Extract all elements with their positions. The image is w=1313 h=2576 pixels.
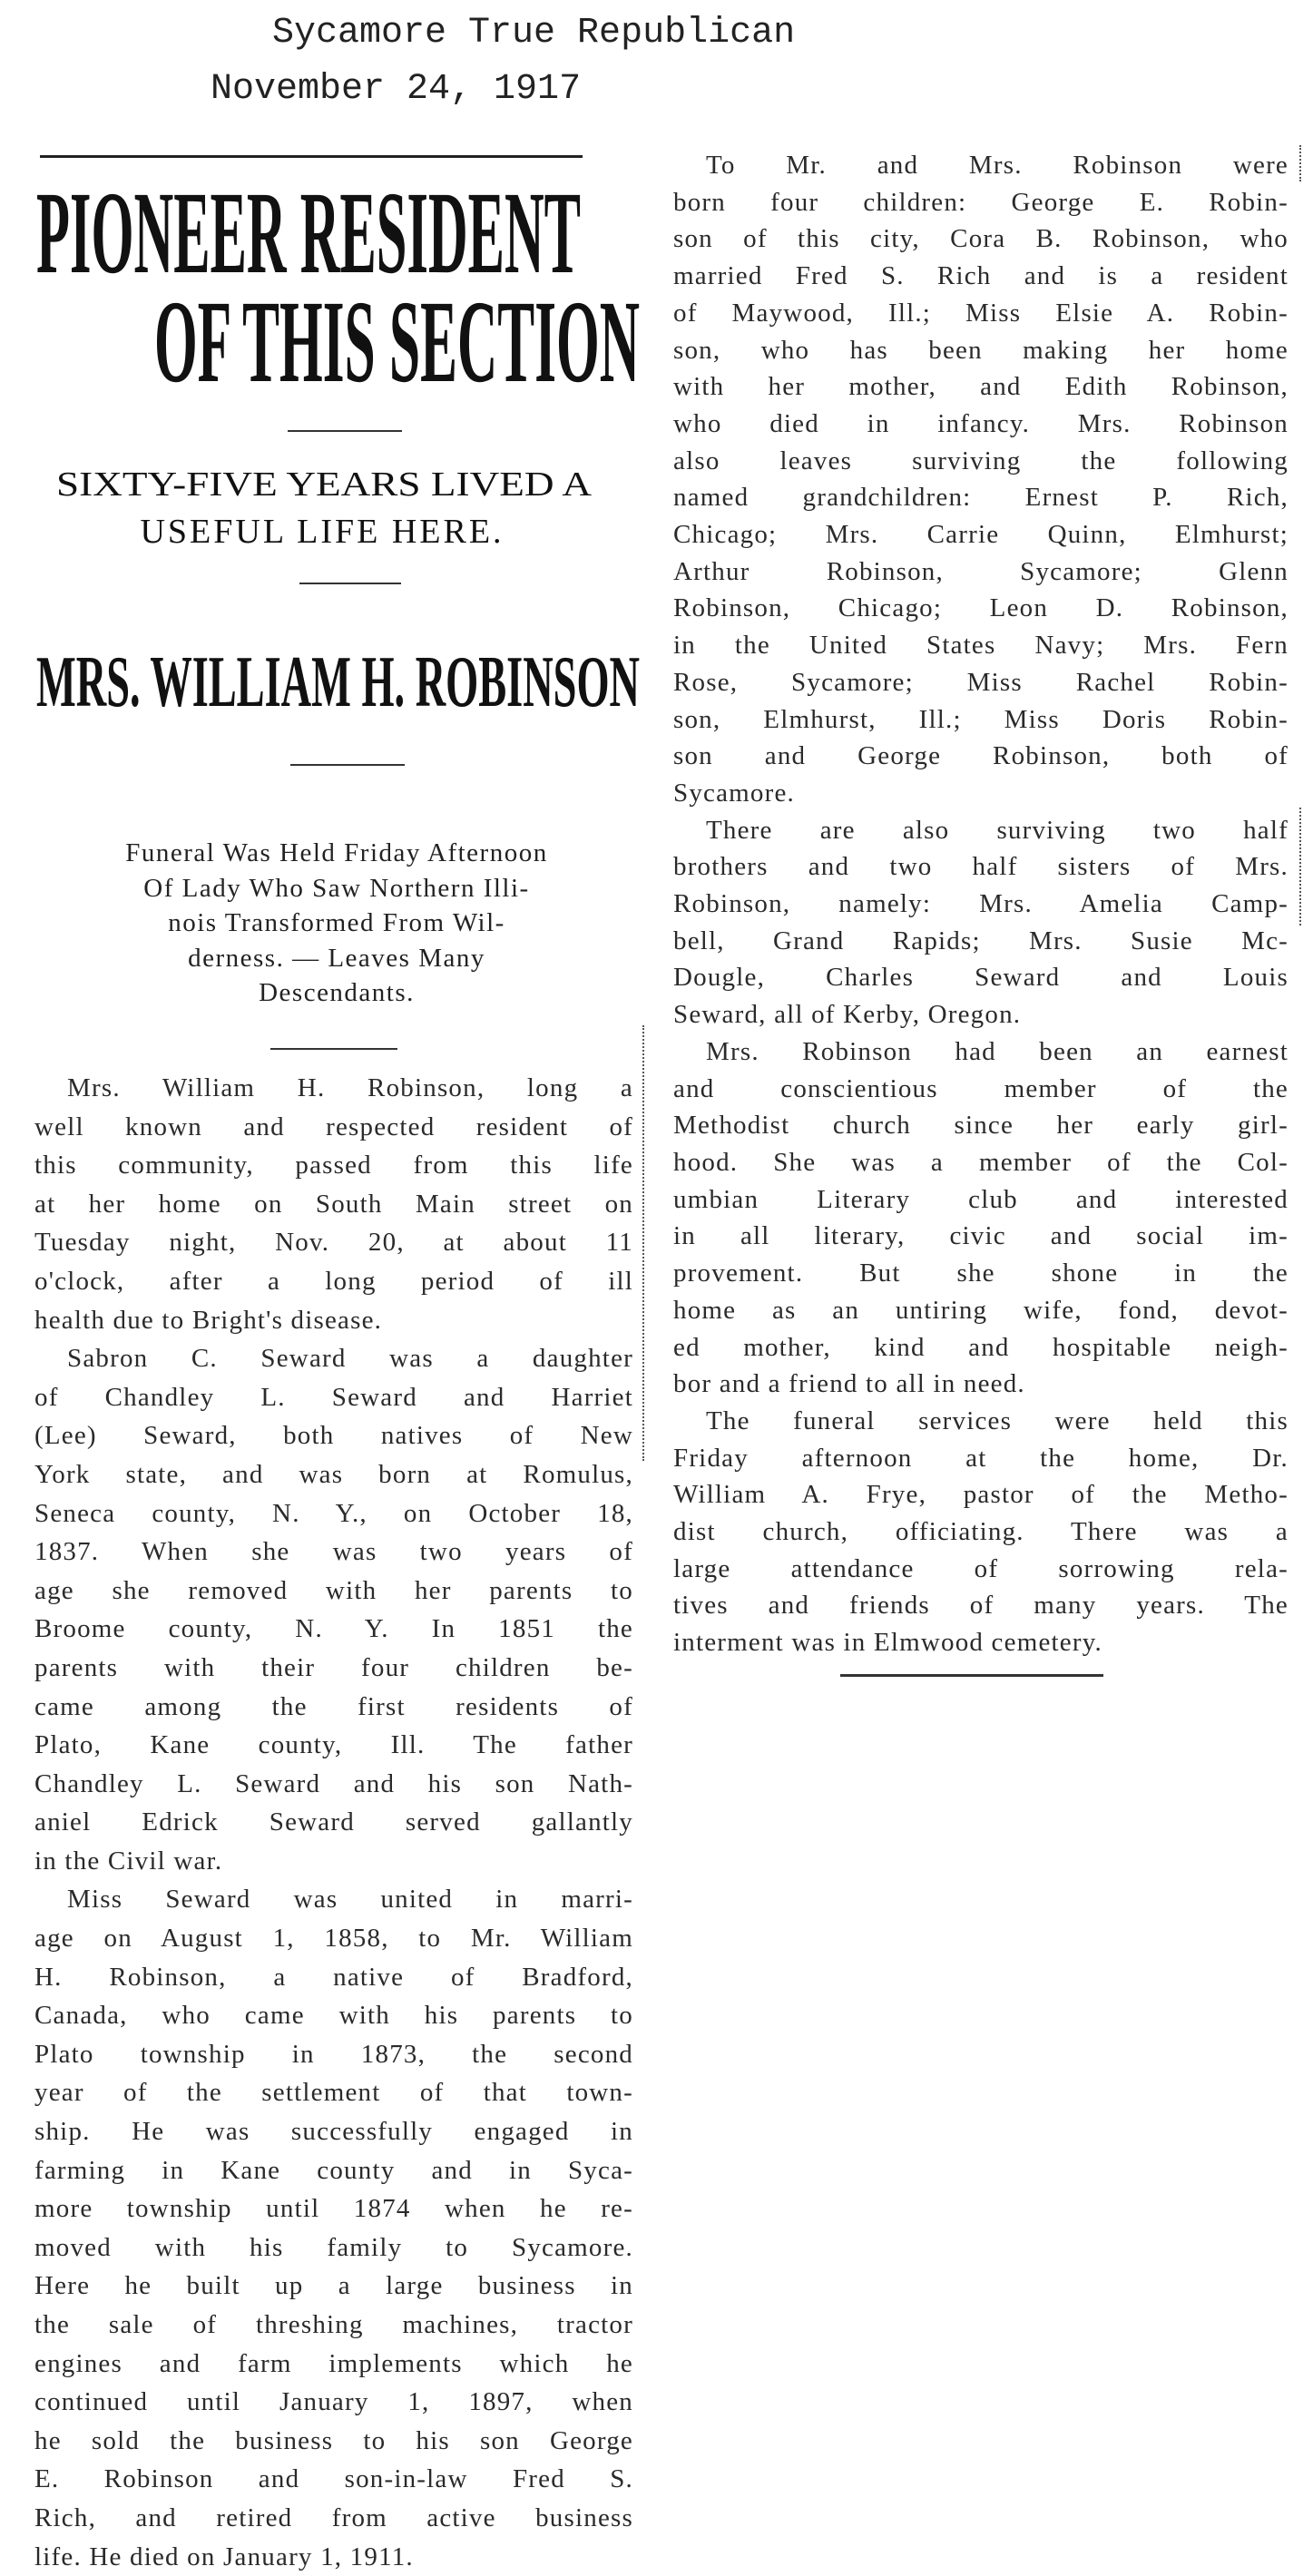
headline-line-1: PIONEER RESIDENT (36, 168, 581, 299)
text-line: Tuesday night, Nov. 20, at about 11 (34, 1228, 633, 1258)
text-line: son, who has been making her home (673, 335, 1289, 365)
text-line: Methodist church since her early girl- (673, 1111, 1289, 1141)
paragraph (34, 1339, 633, 1880)
divider-rule (288, 430, 402, 432)
paragraph (673, 1033, 1289, 1403)
text-line: more township until 1874 when he re- (34, 2194, 633, 2224)
text-line: of Maywood, Ill.; Miss Elsie A. Robin- (673, 298, 1289, 328)
text-line: Robinson, namely: Mrs. Amelia Camp- (673, 889, 1289, 919)
article-column-left (34, 1069, 633, 2576)
text-line: ship. He was successfully engaged in (34, 2117, 633, 2147)
text-line: the sale of threshing machines, tractor (34, 2310, 633, 2339)
headline-line-2: OF THIS SECTION (154, 277, 640, 407)
text-line: moved with his family to Sycamore. (34, 2232, 633, 2262)
deck-line: Of Lady Who Saw Northern Illi- (143, 873, 530, 903)
text-line: Mrs. Robinson had been an earnest (706, 1036, 1289, 1066)
divider-rule (299, 583, 401, 584)
text-line: in the Civil war. (34, 1846, 223, 1876)
text-line: Plato, Kane county, Ill. The father (34, 1730, 633, 1760)
text-line: born four children: George E. Robin- (673, 187, 1289, 217)
text-line: E. Robinson and son-in-law Fred S. (34, 2464, 633, 2494)
text-line: o'clock, after a long period of ill (34, 1266, 633, 1296)
article-column-right (673, 147, 1289, 1661)
text-line: year of the settlement of that town- (34, 2078, 633, 2108)
column-divider (642, 1025, 644, 1461)
divider-rule (290, 764, 405, 766)
column-edge-mark (1299, 808, 1301, 926)
text-line: Canada, who came with his parents to (34, 2001, 633, 2031)
text-line: Chicago; Mrs. Carrie Quinn, Elmhurst; (673, 520, 1289, 550)
name-headline: MRS. WILLIAM H. ROBINSON (36, 642, 640, 722)
text-line: Seneca county, N. Y., on October 18, (34, 1498, 633, 1528)
text-line: Plato township in 1873, the second (34, 2039, 633, 2069)
text-line: Sycamore. (673, 778, 796, 808)
text-line: interment was in Elmwood cemetery. (673, 1628, 1102, 1658)
deck-line: Funeral Was Held Friday Afternoon (125, 838, 548, 867)
text-line: Here he built up a large business in (34, 2271, 633, 2301)
text-line: York state, and was born at Romulus, (34, 1459, 633, 1489)
deck-line: derness. — Leaves Many (188, 943, 485, 973)
text-line: Seward, all of Kerby, Oregon. (673, 1000, 1022, 1030)
text-line: in the United States Navy; Mrs. Fern (673, 631, 1289, 661)
top-rule (40, 155, 583, 158)
text-line: health due to Bright's disease. (34, 1305, 383, 1335)
deck-line: nois Transformed From Wil- (168, 908, 505, 937)
text-line: continued until January 1, 1897, when (34, 2387, 633, 2417)
paragraph (673, 812, 1289, 1033)
paragraph (673, 1403, 1289, 1661)
divider-rule (270, 1048, 397, 1050)
text-line: Dougle, Charles Seward and Louis (673, 963, 1289, 993)
text-line: at her home on South Main street on (34, 1189, 633, 1219)
text-line: named grandchildren: Ernest P. Rich, (673, 483, 1289, 513)
text-line: Arthur Robinson, Sycamore; Glenn (673, 556, 1289, 586)
newspaper-name: Sycamore True Republican (272, 13, 796, 54)
text-line: married Fred S. Rich and is a resident (673, 261, 1289, 291)
text-line: provement. But she shone in the (673, 1259, 1289, 1288)
text-line: hood. She was a member of the Col- (673, 1147, 1289, 1177)
text-line: Mrs. William H. Robinson, long a (67, 1073, 633, 1102)
publication-date: November 24, 1917 (211, 69, 582, 110)
subhead-line-2: USEFUL LIFE HERE. (140, 513, 505, 551)
text-line: age she removed with her parents to (34, 1575, 633, 1605)
text-line: son and George Robinson, both of (673, 741, 1289, 771)
text-line: Robinson, Chicago; Leon D. Robinson, (673, 593, 1289, 623)
text-line: bell, Grand Rapids; Mrs. Susie Mc- (673, 926, 1289, 955)
text-line: ed mother, kind and hospitable neigh- (673, 1332, 1289, 1362)
text-line: Miss Seward was united in marri- (67, 1885, 633, 1915)
text-line: Friday afternoon at the home, Dr. (673, 1443, 1289, 1473)
text-line: William A. Frye, pastor of the Metho- (673, 1480, 1289, 1510)
subhead-line-1: SIXTY-FIVE YEARS LIVED A (56, 465, 593, 504)
paragraph (34, 1069, 633, 1339)
text-line: The funeral services were held this (706, 1406, 1289, 1435)
deck-summary (33, 836, 641, 1011)
text-line: engines and farm implements which he (34, 2348, 633, 2378)
text-line: also leaves surviving the following (673, 446, 1289, 475)
text-line: life. He died on January 1, 1911. (34, 2542, 414, 2571)
text-line: Sabron C. Seward was a daughter (67, 1344, 633, 1374)
text-line: 1837. When she was two years of (34, 1537, 633, 1567)
text-line: with her mother, and Edith Robinson, (673, 372, 1289, 402)
column-edge-mark (1299, 145, 1301, 181)
paragraph (673, 147, 1289, 812)
end-rule (840, 1674, 1103, 1677)
text-line: age on August 1, 1858, to Mr. William (34, 1924, 633, 1954)
text-line: brothers and two half sisters of Mrs. (673, 852, 1289, 882)
text-line: parents with their four children be- (34, 1652, 633, 1682)
text-line: came among the first residents of (34, 1691, 633, 1721)
text-line: H. Robinson, a native of Bradford, (34, 1962, 633, 1992)
text-line: who died in infancy. Mrs. Robinson (673, 408, 1289, 438)
text-line: and conscientious member of the (673, 1073, 1289, 1103)
text-line: Rich, and retired from active business (34, 2503, 633, 2532)
text-line: farming in Kane county and in Syca- (34, 2155, 633, 2185)
text-line: Broome county, N. Y. In 1851 the (34, 1614, 633, 1644)
text-line: large attendance of sorrowing rela- (673, 1553, 1289, 1583)
text-line: bor and a friend to all in need. (673, 1369, 1025, 1399)
text-line: son, Elmhurst, Ill.; Miss Doris Robin- (673, 704, 1289, 734)
text-line: he sold the business to his son George (34, 2425, 633, 2455)
text-line: Chandley L. Seward and his son Nath- (34, 1768, 633, 1798)
paragraph (34, 1880, 633, 2576)
text-line: aniel Edrick Seward served gallantly (34, 1807, 633, 1837)
text-line: Rose, Sycamore; Miss Rachel Robin- (673, 667, 1289, 697)
deck-line: Descendants. (259, 978, 415, 1007)
text-line: well known and respected resident of (34, 1112, 633, 1141)
text-line: son of this city, Cora B. Robinson, who (673, 224, 1289, 254)
text-line: this community, passed from this life (34, 1151, 633, 1180)
text-line: in all literary, civic and social im- (673, 1221, 1289, 1251)
text-line: tives and friends of many years. The (673, 1591, 1289, 1621)
text-line: home as an untiring wife, fond, devot- (673, 1295, 1289, 1325)
text-line: There are also surviving two half (706, 815, 1289, 845)
text-line: (Lee) Seward, both natives of New (34, 1421, 633, 1451)
text-line: umbian Literary club and interested (673, 1184, 1289, 1214)
text-line: To Mr. and Mrs. Robinson were (706, 151, 1289, 180)
text-line: of Chandley L. Seward and Harriet (34, 1382, 633, 1412)
text-line: dist church, officiating. There was a (673, 1517, 1289, 1547)
